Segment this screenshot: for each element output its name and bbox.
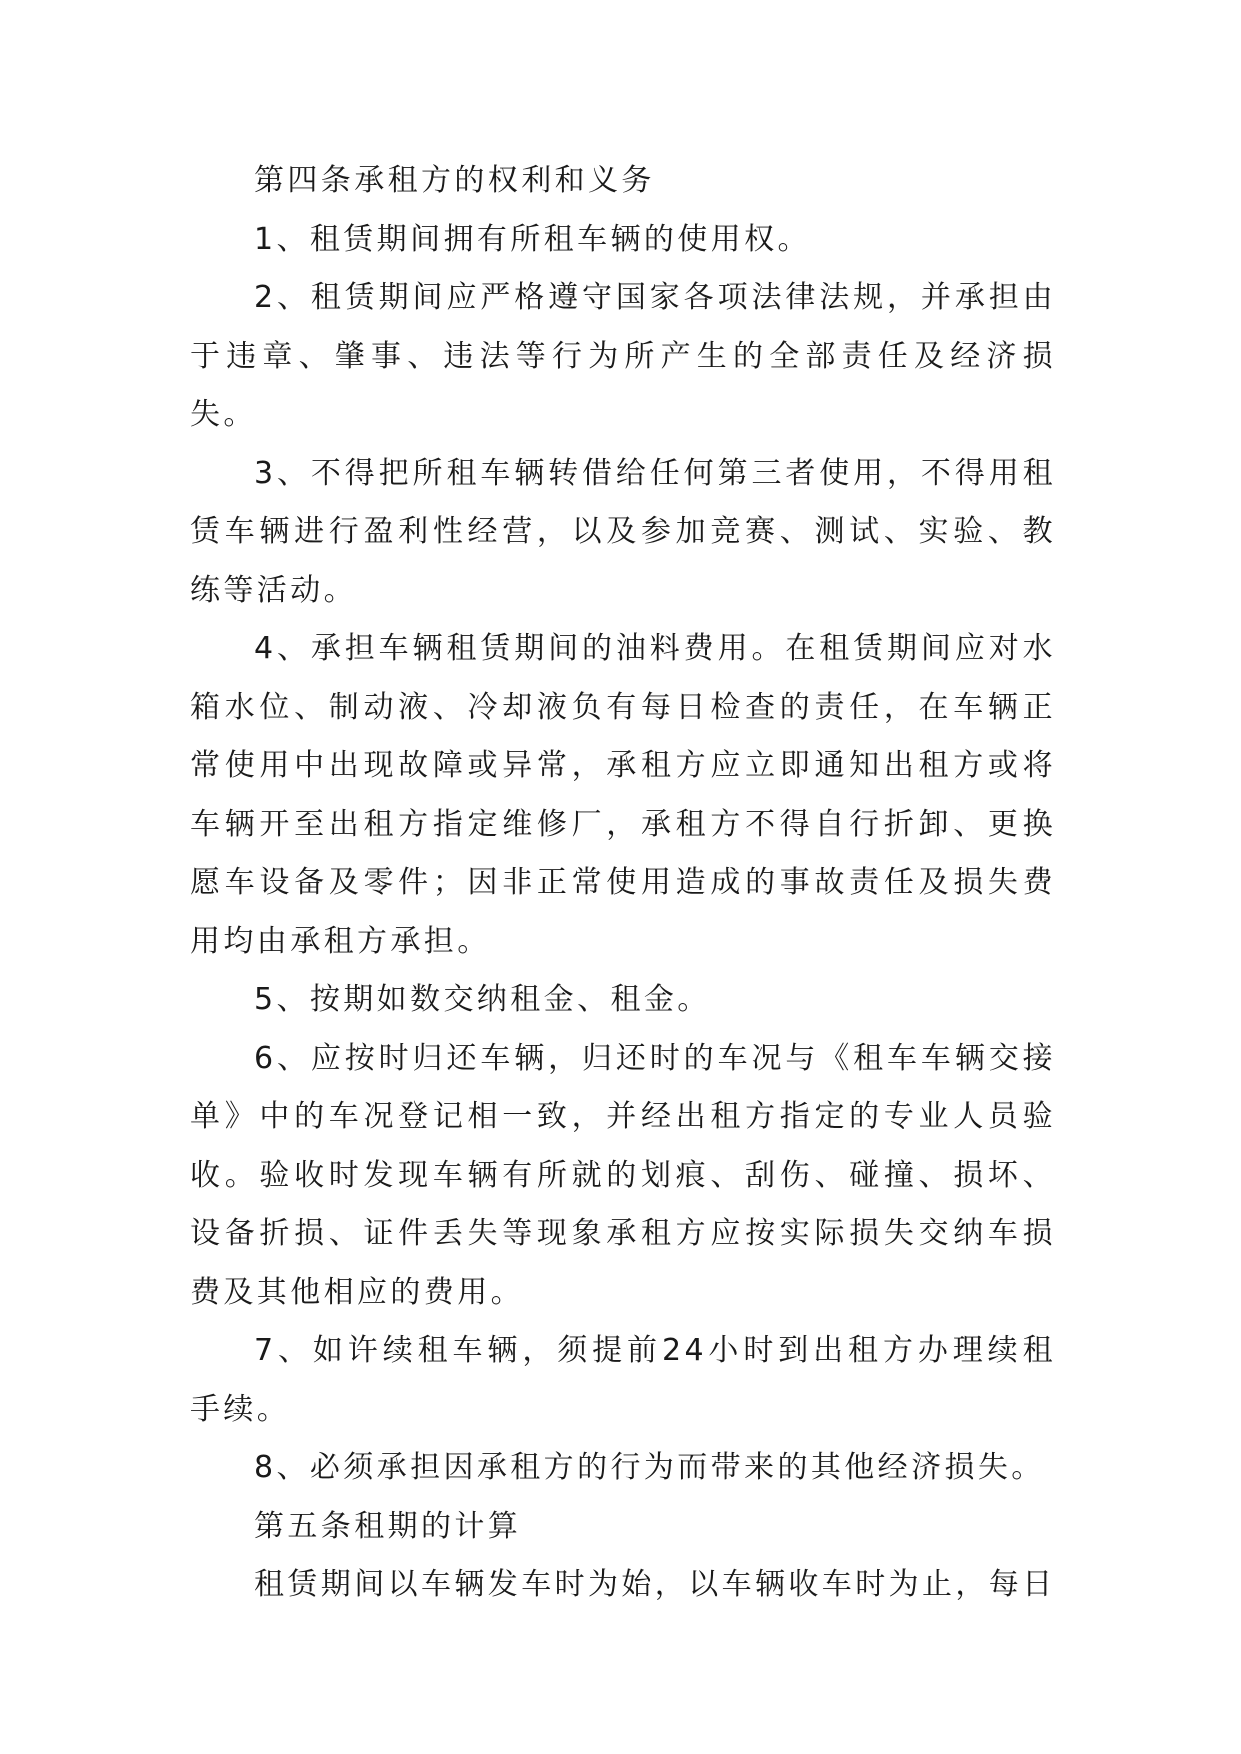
paragraph-item-8: 8、必须承担因承租方的行为而带来的其他经济损失。 [254, 1450, 1045, 1485]
paragraph-item-3: 3、不得把所租车辆转借给任何第三者使用，不得用租赁车辆进行盈利性经营，以及参加竞赛、测试、实验、教练等活动。 [190, 455, 1056, 608]
paragraph-item-2: 2、租赁期间应严格遵守国家各项法律法规，并承担由于违章、肇事、违法等行为所产生的全部责任及经济损失。 [190, 280, 1056, 432]
section-heading-article-5: 第五条租期的计算 [254, 1508, 522, 1544]
paragraph-item-5: 5、按期如数交纳租金、租金。 [254, 982, 711, 1017]
document-body [190, 152, 1056, 1615]
section-heading-article-4: 第四条承租方的权利和义务 [254, 163, 655, 198]
paragraph-item-6: 6、应按时归还车辆，归还时的车况与《租车车辆交接单》中的车况登记相一致，并经出租方指定的专业人员验收。验收时发现车辆有所就的划痕、刮伤、碰撞、损坏、设备折损、证件丢失等现象承租方应按实际损失交纳车损费及其他相应的费用。 [190, 1040, 1056, 1310]
paragraph-item-1: 1、租赁期间拥有所租车辆的使用权。 [254, 221, 811, 257]
paragraph-item-7: 7、如许续租车辆，须提前24小时到出租方办理续租手续。 [190, 1333, 1056, 1427]
paragraph-rental-period: 租赁期间以车辆发车时为始，以车辆收车时为止，每日 [254, 1567, 1056, 1602]
paragraph-item-4: 4、承担车辆租赁期间的油料费用。在租赁期间应对水箱水位、制动液、冷却液负有每日检查的责任，在车辆正常使用中出现故障或异常，承租方应立即通知出租方或将车辆开至出租方指定维修厂，承租方不得自行折卸、更换愿车设备及零件；因非正常使用造成的事故责任及损失费用均由承租方承担。 [190, 631, 1056, 959]
